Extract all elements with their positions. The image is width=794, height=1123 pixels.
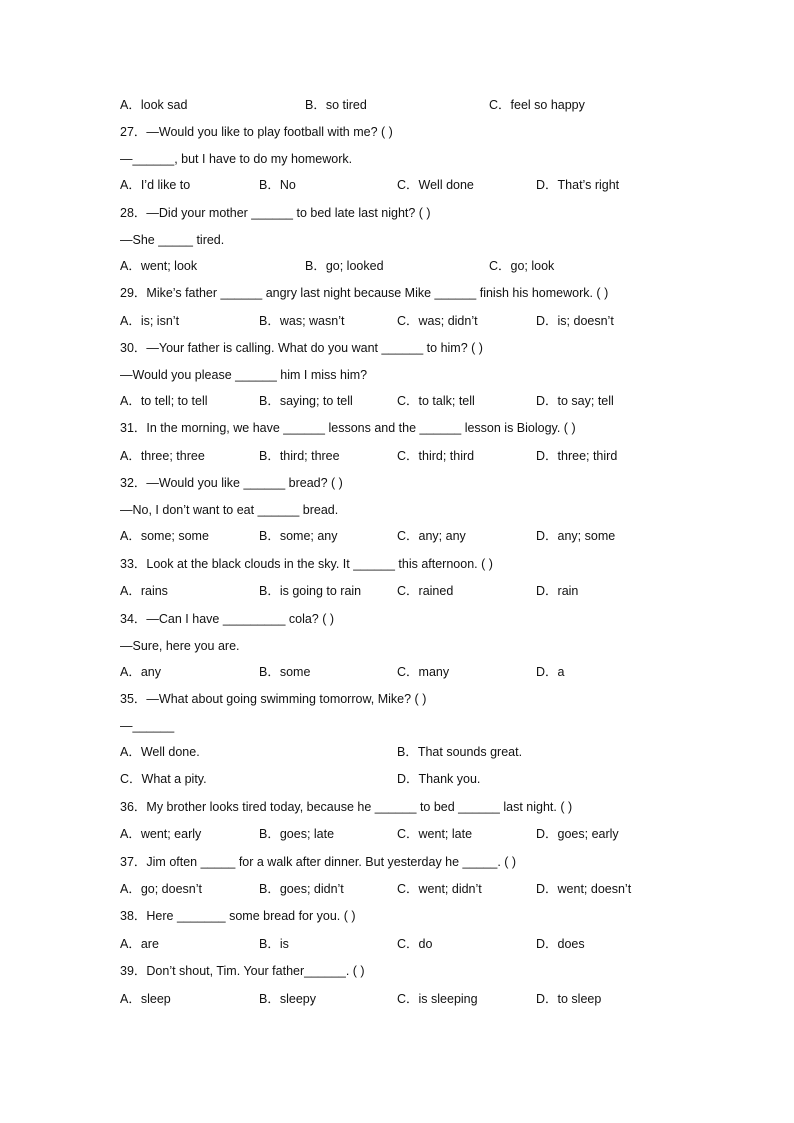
q33-option-a: A．rains <box>120 584 168 598</box>
q36-option-b: B．goes; late <box>259 827 335 841</box>
q32-option-d: D．any; some <box>536 529 616 543</box>
q37-option-b: B．goes; didn’t <box>259 882 344 896</box>
q37-option-c: C．went; didn’t <box>397 882 482 896</box>
q34-option-d: D．a <box>536 665 565 679</box>
q31-option-a: A．three; three <box>120 449 205 463</box>
q36-option-d: D．goes; early <box>536 827 619 841</box>
q39-option-c: C．is sleeping <box>397 992 478 1006</box>
q28-reply: —She _____ tired. <box>120 233 225 247</box>
q38-option-b: B．is <box>259 937 289 951</box>
q36-option-c: C．went; late <box>397 827 473 841</box>
q35-reply: —______ <box>120 719 175 733</box>
q26-option-c: C．feel so happy <box>489 98 585 112</box>
q31-stem: 31．In the morning, we have ______ lessons and the ______ lesson is Biology. ( ) <box>120 421 576 435</box>
q30-option-a: A．to tell; to tell <box>120 394 208 408</box>
q31-option-c: C．third; third <box>397 449 475 463</box>
q29-option-b: B．was; wasn’t <box>259 314 345 328</box>
q26-option-b: B．so tired <box>305 98 367 112</box>
q39-option-d: D．to sleep <box>536 992 602 1006</box>
q39-option-b: B．sleepy <box>259 992 316 1006</box>
q35-option-d: D．Thank you. <box>397 772 481 786</box>
q28-option-a: A．went; look <box>120 259 198 273</box>
q31-option-d: D．three; third <box>536 449 618 463</box>
q38-option-d: D．does <box>536 937 585 951</box>
q34-option-b: B．some <box>259 665 311 679</box>
q30-option-b: B．saying; to tell <box>259 394 353 408</box>
q39-stem: 39．Don’t shout, Tim. Your father______. ( ) <box>120 964 365 978</box>
q29-option-c: C．was; didn’t <box>397 314 478 328</box>
q27-option-c: C．Well done <box>397 178 474 192</box>
q34-reply: —Sure, here you are. <box>120 639 240 653</box>
q35-stem: 35．—What about going swimming tomorrow, Mike? ( ) <box>120 692 427 706</box>
q32-reply: —No, I don’t want to eat ______ bread. <box>120 503 339 517</box>
q29-option-d: D．is; doesn’t <box>536 314 614 328</box>
q34-stem: 34．—Can I have _________ cola? ( ) <box>120 612 335 626</box>
q26-option-a: A．look sad <box>120 98 188 112</box>
q37-option-d: D．went; doesn’t <box>536 882 632 896</box>
q31-option-b: B．third; three <box>259 449 340 463</box>
q30-stem: 30．—Your father is calling. What do you want ______ to him? ( ) <box>120 341 483 355</box>
q39-option-a: A．sleep <box>120 992 171 1006</box>
q28-option-c: C．go; look <box>489 259 555 273</box>
q34-option-c: C．many <box>397 665 450 679</box>
q30-reply: —Would you please ______ him I miss him? <box>120 368 368 382</box>
q29-stem: 29．Mike’s father ______ angry last night because Mike ______ finish his homework. ( ) <box>120 286 609 300</box>
q35-option-c: C．What a pity. <box>120 772 207 786</box>
q34-option-a: A．any <box>120 665 161 679</box>
q38-option-c: C．do <box>397 937 433 951</box>
q27-option-b: B．No <box>259 178 296 192</box>
q38-stem: 38．Here _______ some bread for you. ( ) <box>120 909 356 923</box>
q32-option-a: A．some; some <box>120 529 209 543</box>
q37-stem: 37．Jim often _____ for a walk after dinner. But yesterday he _____. ( ) <box>120 855 517 869</box>
q32-option-c: C．any; any <box>397 529 466 543</box>
q35-option-b: B．That sounds great. <box>397 745 523 759</box>
q30-option-c: C．to talk; tell <box>397 394 475 408</box>
q38-option-a: A．are <box>120 937 159 951</box>
q27-reply: —______, but I have to do my homework. <box>120 152 353 166</box>
q27-option-a: A．I’d like to <box>120 178 191 192</box>
q27-stem: 27．—Would you like to play football with me? ( ) <box>120 125 393 139</box>
q28-option-b: B．go; looked <box>305 259 384 273</box>
q36-stem: 36．My brother looks tired today, because he ______ to bed ______ last night. ( ) <box>120 800 573 814</box>
q33-option-c: C．rained <box>397 584 454 598</box>
q36-option-a: A．went; early <box>120 827 202 841</box>
q33-stem: 33．Look at the black clouds in the sky. It ______ this afternoon. ( ) <box>120 557 493 571</box>
q32-option-b: B．some; any <box>259 529 338 543</box>
q32-stem: 32．—Would you like ______ bread? ( ) <box>120 476 343 490</box>
q29-option-a: A．is; isn’t <box>120 314 180 328</box>
q35-option-a: A．Well done. <box>120 745 200 759</box>
q27-option-d: D．That’s right <box>536 178 620 192</box>
q28-stem: 28．—Did your mother ______ to bed late last night? ( ) <box>120 206 431 220</box>
q30-option-d: D．to say; tell <box>536 394 614 408</box>
q33-option-b: B．is going to rain <box>259 584 362 598</box>
q37-option-a: A．go; doesn’t <box>120 882 202 896</box>
q33-option-d: D．rain <box>536 584 579 598</box>
